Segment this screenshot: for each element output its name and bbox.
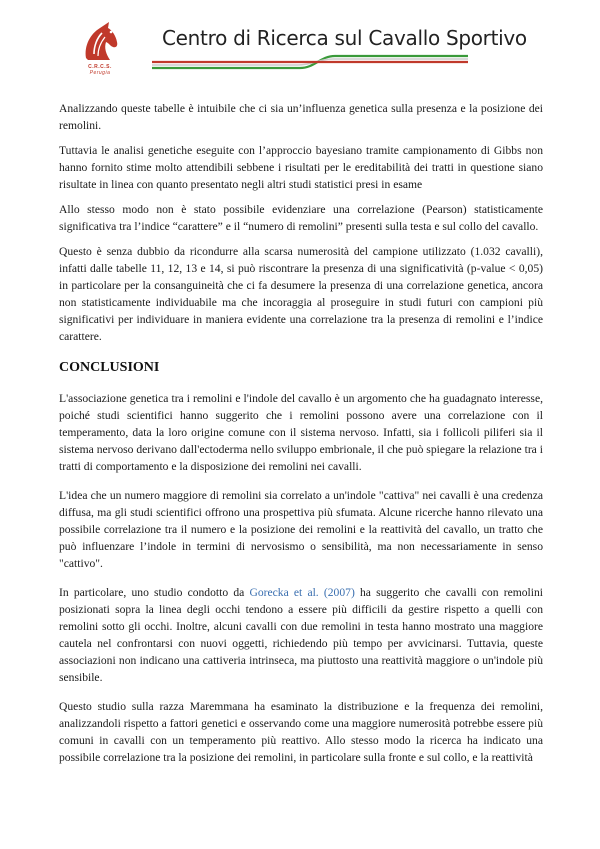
intro-paragraph-1: Analizzando queste tabelle è intuibile che ci sia un’influenza genetica sulla presenza e la posizione dei remolini. — [59, 102, 543, 132]
section-heading-conclusions: CONCLUSIONI — [59, 360, 160, 375]
page-header — [0, 0, 600, 85]
intro-paragraph-2: Tuttavia le analisi genetiche eseguite con l’approccio bayesiano tramite campionamento di Gibbs non hanno fornito stime molto attendibili sebbene i risultati per le ereditabilità dei tratti in questione siano risultate in linea con quanto presentato negli altri studi statistici presi in esame — [59, 144, 543, 191]
header-title: Centro di Ricerca sul Cavallo Sportivo — [162, 26, 527, 50]
tricolor-stripes — [150, 52, 470, 72]
logo-text: C.R.C.S. — [88, 64, 112, 70]
conclusion-paragraph-3 — [59, 584, 543, 686]
conclusion-paragraph-1: L'associazione genetica tra i remolini e l'indole del cavallo è un argomento che ha guadagnato interesse, poiché studi scientifici hanno suggerito che i remolini possono avere una correlazione con il temperamento, data la loro origine comune con il sistema nervoso. Infatti, sia i follicoli piliferi sia il sistema nervoso derivano dall'ectoderma nello sviluppo embrionale, il che può spiegare la relazione tra i tratti di comportamento e la disposizione dei remolini nei cavalli. — [59, 392, 543, 473]
conclusion-paragraph-2: L'idea che un numero maggiore di remolini sia correlato a un'indole "cattiva" nei cavalli è una credenza diffusa, ma gli studi scientifici offrono una prospettiva più sfumata. Alcune ricerche hanno rilevato una possibile correlazione tra il numero e la posizione dei remolini e la reattività del cavallo, un tratto che può influenzare l’indole in termini di nervosismo o sensibilità, ma non necessariamente in senso "cattivo". — [59, 489, 543, 570]
intro-paragraph-3: Allo stesso modo non è stato possibile evidenziare una correlazione (Pearson) statisticamente significativa tra l’indice “carattere” e il “numero di remolini” presenti sulla testa e sul collo del cavallo. — [59, 203, 543, 233]
logo-subtext: Perugia — [89, 70, 111, 76]
logo-caption — [82, 64, 118, 76]
document-body — [59, 100, 543, 774]
conclusion-paragraph-3-start: In particolare, uno studio condotto da — [59, 586, 250, 599]
intro-paragraph-4: Questo è senza dubbio da ricondurre alla scarsa numerosità del campione utilizzato (1.032 cavalli), infatti dalle tabelle 11, 12, 13 e 14, si può riscontrare la presenza di una significatività (p-value < 0,05) in particolare per la consanguineità che ci fa desumere la presenza di una correlazione genetica, ancora non statisticamente individuabile ma che incoraggia al proseguire in studi futuri con campioni più significativi per individuare in maniera evidente una correlazione tra la presenza di remolini e l’indice carattere. — [59, 245, 543, 343]
citation-link-gorecka[interactable]: Gorecka et al. (2007) — [249, 586, 355, 599]
conclusion-paragraph-4: Questo studio sulla razza Maremmana ha esaminato la distribuzione e la frequenza dei remolini, analizzandoli rispetto a fattori genetici e osservando come una maggiore numerosità potrebbe essere più comuni in cavalli con un temperamento più reattivo. Allo stesso modo la ricerca ha indicato una possibile correlazione tra la posizione dei remolini, in particolare sulla fronte e sul collo, e la reattività — [59, 700, 543, 764]
conclusion-paragraph-3-end: ha suggerito che cavalli con remolini posizionati sopra la linea degli occhi tendono a essere più difficili da gestire rispetto a quelli con remolini sotto gli occhi. Inoltre, alcuni cavalli con due remolini in testa hanno mostrato una maggiore cautela nel confrontarsi con nuovi oggetti, richiedendo più tempo per avvicinarsi. Tuttavia, queste associazioni non indicano una cattiveria intrinseca, ma piuttosto una reattività maggiore o un'indole più sensibile. — [59, 586, 543, 684]
